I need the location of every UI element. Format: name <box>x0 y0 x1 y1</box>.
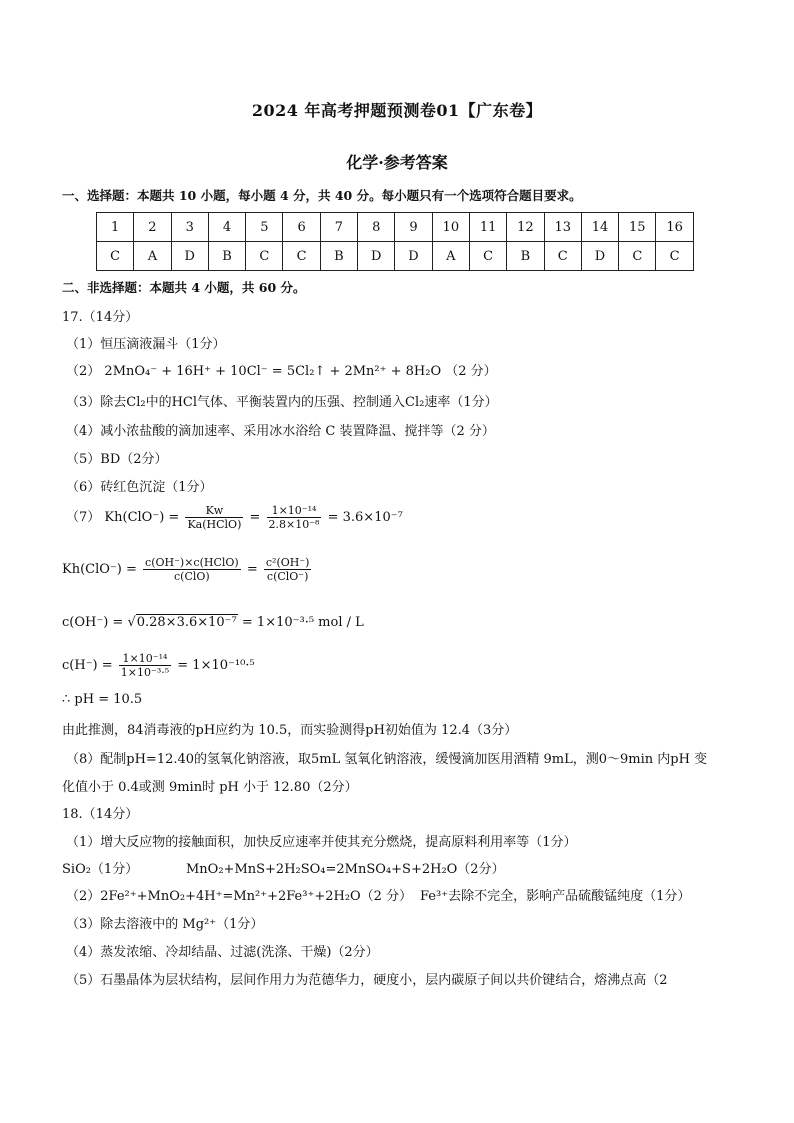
q18-heading: 18.（14分） <box>62 807 139 822</box>
question-number-cell: 14 <box>581 213 618 242</box>
q17-answer-2-label: （2） <box>66 364 101 379</box>
q17-heading: 17.（14分） <box>62 310 139 325</box>
answer-cell: C <box>97 242 134 271</box>
kh-expression: Kh(ClO⁻) = <box>62 562 137 577</box>
q17-answer-7-kh-equation: （7） Kh(ClO⁻) = $\frac{Kw}{\text{Ka(HClO)}}$ = $\frac{\text{1×10⁻¹⁴}}{\text{2.8×10⁻⁸}}$ = 3.6×10⁻⁷ <box>66 504 403 531</box>
answer-cell: C <box>619 242 656 271</box>
q17-answer-3: （3）除去Cl₂中的HCl气体、平衡装置内的压强、控制通入Cl₂速率（1分） <box>66 395 498 410</box>
question-number-cell: 8 <box>358 213 395 242</box>
fraction-numerator: c(OH⁻)×c(HClO) <box>145 556 239 569</box>
q17-oh-concentration: c(OH⁻) = √0.28×3.6×10⁻⁷ = 1×10⁻³·⁵ mol / L <box>62 615 364 630</box>
q17-answer-2 <box>66 360 497 379</box>
q17-answer-8-line-2: 化值小于 0.4或测 9min时 pH 小于 12.80（2分） <box>62 780 358 795</box>
question-number-cell: 10 <box>432 213 469 242</box>
q18-answer-5: （5）石墨晶体为层状结构，层间作用力为范德华力，硬度小，层内碳原子间以共价键结合，熔沸点高（2 <box>66 973 668 988</box>
kh-squared-fraction <box>264 556 312 583</box>
ch-result: = 1×10⁻¹⁰·⁵ <box>177 658 255 673</box>
section-1-heading: 一、选择题：本题共 10 小题，每小题 4 分，共 40 分。每小题只有一个选项符合题目要求。 <box>62 188 582 203</box>
answer-cell: B <box>208 242 245 271</box>
ch-expression: c(H⁻) = <box>62 658 113 673</box>
q18-answer-3: （3）除去溶液中的 Mg²⁺（1分） <box>66 917 264 932</box>
q17-answer-8-line-1: （8）配制pH=12.40的氢氧化钠溶液，取5mL 氢氧化钠溶液，缓慢滴加医用酒精 9mL，测0～9min 内pH 变 <box>66 752 708 767</box>
fraction-denominator: 2.8×10⁻⁸ <box>268 518 320 531</box>
q17-h-concentration <box>62 652 255 679</box>
question-number-cell: 11 <box>469 213 506 242</box>
answer-cell: D <box>395 242 432 271</box>
kw-over-ka-fraction <box>185 504 243 531</box>
coh-result: = 1×10⁻³·⁵ mol / L <box>241 615 364 630</box>
kw-value-fraction <box>267 504 322 531</box>
question-number-cell: 13 <box>544 213 581 242</box>
q18-answer-2-equation: （2）2Fe²⁺+MnO₂+4H⁺=Mn²⁺+2Fe³⁺+2H₂O（2 分） <box>66 889 413 904</box>
page-title: 2024 年高考押题预测卷01【广东卷】 <box>251 101 543 120</box>
fraction-numerator: c²(OH⁻) <box>265 556 310 569</box>
question-number-cell: 6 <box>283 213 320 242</box>
question-number-row <box>97 213 694 242</box>
question-number-cell: 2 <box>134 213 171 242</box>
question-number-cell: 9 <box>395 213 432 242</box>
q17-answer-1: （1）恒压滴液漏斗（1分） <box>66 337 226 352</box>
answer-cell: A <box>432 242 469 271</box>
fraction-denominator: c(ClO⁻) <box>266 570 309 583</box>
answer-cell: C <box>246 242 283 271</box>
fraction-denominator: Ka(HClO) <box>187 518 242 531</box>
fraction-denominator: c(ClO) <box>174 570 210 583</box>
question-number-cell: 4 <box>208 213 245 242</box>
question-number-cell: 12 <box>507 213 544 242</box>
answer-cell: D <box>358 242 395 271</box>
fraction-numerator: 1×10⁻¹⁴ <box>119 652 171 666</box>
fraction-denominator: 1×10⁻³·⁵ <box>120 666 170 679</box>
q18-answer-2-note: Fe³⁺去除不完全，影响产品硫酸锰纯度（1分） <box>420 889 691 904</box>
kh-concentration-fraction <box>143 556 241 583</box>
q17-answer-2-score: （2 分） <box>445 364 497 379</box>
question-number-cell: 7 <box>320 213 357 242</box>
q18-answer-1-equation: MnO₂+MnS+2H₂SO₄=2MnSO₄+S+2H₂O（2分） <box>186 862 505 877</box>
q18-answer-4: （4）蒸发浓缩、冷却结晶、过滤(洗涤、干燥)（2分） <box>66 945 379 960</box>
section-2-heading: 二、非选择题：本题共 4 小题，共 60 分。 <box>62 280 306 295</box>
answer-cell: D <box>581 242 618 271</box>
page-subtitle: 化学·参考答案 <box>346 153 448 172</box>
q17-kh-derivation: Kh(ClO⁻) = $\frac{\text{c(OH⁻)×c(HClO)}}{\text{c(ClO)}}$ = $\frac{\text{c²(OH⁻)}}{\text{c(ClO⁻)}}$ <box>62 556 310 583</box>
q17-ph-result: ∴ pH = 10.5 <box>62 692 143 707</box>
answer-cell: C <box>544 242 581 271</box>
answer-row <box>97 242 694 271</box>
q17-answer-5: （5）BD（2分） <box>66 452 168 467</box>
ch-fraction <box>119 652 171 679</box>
q17-answer-4: （4）减小浓盐酸的滴加速率、采用冰水浴给 C 装置降温、搅拌等（2 分） <box>66 424 495 439</box>
answer-cell: A <box>134 242 171 271</box>
coh-radicand: 0.28×3.6×10⁻⁷ <box>136 615 237 630</box>
answer-cell: C <box>656 242 693 271</box>
fraction-numerator: 1×10⁻¹⁴ <box>267 504 322 518</box>
question-number-cell: 15 <box>619 213 656 242</box>
question-number-cell: 5 <box>246 213 283 242</box>
question-number-cell: 3 <box>171 213 208 242</box>
coh-expression: c(OH⁻) = <box>62 615 124 630</box>
q17-answer-7-label: （7） <box>66 510 101 525</box>
fraction-numerator: Kw <box>185 504 243 518</box>
answer-cell: C <box>283 242 320 271</box>
q17-answer-2-equation: 2MnO₄⁻ + 16H⁺ + 10Cl⁻ = 5Cl₂↑ + 2Mn²⁺ + 8H₂O <box>104 364 442 379</box>
answer-table <box>96 212 694 271</box>
answer-cell: B <box>507 242 544 271</box>
q17-conclusion: 由此推测，84消毒液的pH应约为 10.5，而实验测得pH初始值为 12.4（3分） <box>62 723 518 738</box>
kh-expression: Kh(ClO⁻) = <box>104 510 180 525</box>
answer-cell: B <box>320 242 357 271</box>
q18-answer-1-sio2: SiO₂（1分） <box>62 862 139 877</box>
answer-cell: D <box>171 242 208 271</box>
q18-answer-1: （1）增大反应物的接触面积，加快反应速率并使其充分燃烧，提高原料利用率等（1分） <box>66 835 577 850</box>
q17-answer-6: （6）砖红色沉淀（1分） <box>66 480 213 495</box>
answer-cell: C <box>469 242 506 271</box>
kh-result: = 3.6×10⁻⁷ <box>327 510 403 525</box>
question-number-cell: 16 <box>656 213 693 242</box>
question-number-cell: 1 <box>97 213 134 242</box>
